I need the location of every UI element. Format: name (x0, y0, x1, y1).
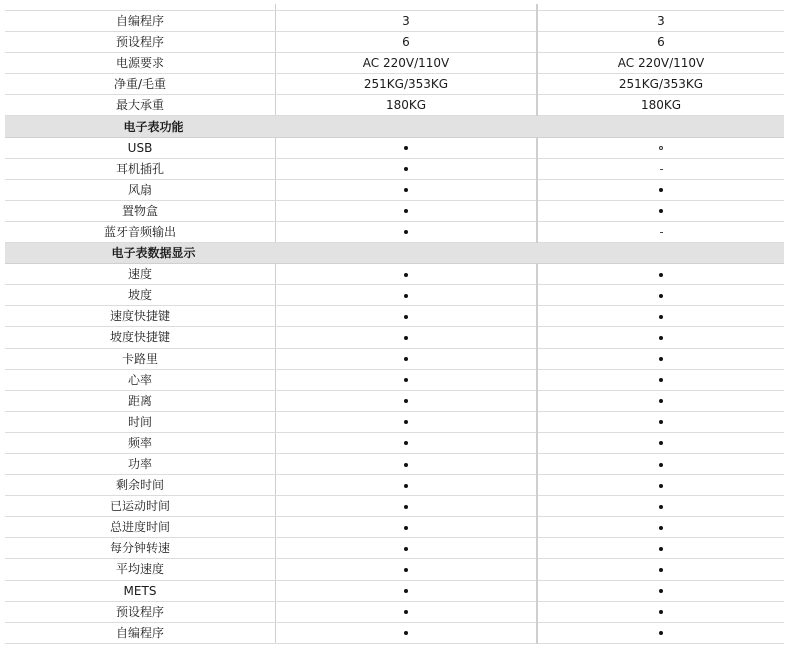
dot-mark (404, 230, 408, 234)
model-b-value-cell (537, 348, 784, 369)
section-title: 电子表数据显示 (111, 246, 196, 261)
dot-mark (404, 420, 408, 424)
table-row (5, 179, 784, 200)
table-row (5, 622, 784, 643)
model-b-value-cell (537, 559, 784, 580)
dot-mark (404, 463, 408, 467)
table-row (5, 221, 784, 242)
dot-mark (404, 441, 408, 445)
model-a-value-cell: 6 (276, 32, 538, 53)
row-label-cell: 总进度时间 (5, 517, 276, 538)
model-b-value-cell (537, 580, 784, 601)
section-header-cell (5, 243, 784, 264)
row-label-cell: 心率 (5, 369, 276, 390)
dot-mark (659, 526, 663, 530)
model-b-value-cell (537, 538, 784, 559)
row-label-cell: 时间 (5, 411, 276, 432)
model-b-value-cell (537, 327, 784, 348)
dot-mark (404, 273, 408, 277)
row-label-cell: USB (5, 137, 276, 158)
model-a-value-cell (276, 538, 538, 559)
dot-mark (659, 463, 663, 467)
row-label-cell: 蓝牙音频输出 (5, 221, 276, 242)
row-label-cell: 坡度快捷键 (5, 327, 276, 348)
model-a-value-cell (276, 327, 538, 348)
table-row (5, 327, 784, 348)
dot-mark (659, 505, 663, 509)
model-a-value-cell (276, 475, 538, 496)
model-a-value-cell (276, 496, 538, 517)
dot-mark (659, 357, 663, 361)
table-row (5, 580, 784, 601)
model-a-value-cell (276, 559, 538, 580)
dot-mark (659, 441, 663, 445)
spec-table (5, 4, 784, 644)
dot-mark (404, 378, 408, 382)
section-title: 电子表功能 (123, 119, 184, 134)
table-row (5, 601, 784, 622)
dot-mark (404, 399, 408, 403)
dot-mark (404, 631, 408, 635)
table-row (5, 496, 784, 517)
row-label-cell: 电源要求 (5, 53, 276, 74)
model-a-value-cell (276, 580, 538, 601)
dot-mark (659, 188, 663, 192)
table-row (5, 432, 784, 453)
row-label-cell: 自编程序 (5, 11, 276, 32)
row-label-cell: 预设程序 (5, 32, 276, 53)
model-a-value-cell (276, 517, 538, 538)
dot-mark (404, 610, 408, 614)
dot-mark (404, 547, 408, 551)
dot-mark (404, 589, 408, 593)
dot-mark (659, 315, 663, 319)
table-row (5, 306, 784, 327)
table-row (5, 200, 784, 221)
model-b-value-cell (537, 390, 784, 411)
model-b-value-cell: AC 220V/110V (537, 53, 784, 74)
dot-mark (404, 484, 408, 488)
model-b-value-cell (537, 158, 784, 179)
row-label-cell: 每分钟转速 (5, 538, 276, 559)
table-row (5, 264, 784, 285)
model-a-value-cell: 251KG/353KG (276, 74, 538, 95)
dash-mark (660, 232, 663, 233)
row-label-cell: 功率 (5, 453, 276, 474)
row-label-cell: 平均速度 (5, 559, 276, 580)
dot-mark (659, 568, 663, 572)
model-b-value-cell (537, 200, 784, 221)
dot-mark (404, 209, 408, 213)
model-b-value-cell (537, 137, 784, 158)
table-row (5, 538, 784, 559)
model-b-value-cell (537, 179, 784, 200)
model-a-value-cell (276, 200, 538, 221)
dot-mark (659, 378, 663, 382)
row-label-cell: 剩余时间 (5, 475, 276, 496)
model-a-value-cell (276, 306, 538, 327)
model-b-value-cell: 251KG/353KG (537, 74, 784, 95)
dot-mark (404, 336, 408, 340)
model-b-value-cell (537, 369, 784, 390)
table-row (5, 411, 784, 432)
table-row (5, 74, 784, 95)
model-a-value-cell (276, 137, 538, 158)
model-a-value-cell (276, 390, 538, 411)
model-a-value-cell (276, 179, 538, 200)
row-label-cell: 净重/毛重 (5, 74, 276, 95)
table-row (5, 53, 784, 74)
dot-mark (659, 420, 663, 424)
model-b-value-cell (537, 285, 784, 306)
model-b-value-cell (537, 411, 784, 432)
dot-mark (404, 505, 408, 509)
dot-mark (659, 484, 663, 488)
section-header (5, 116, 784, 137)
dot-mark (659, 631, 663, 635)
dot-mark (659, 610, 663, 614)
table-row (5, 11, 784, 32)
table-row (5, 137, 784, 158)
section-header (5, 243, 784, 264)
spec-table-body (5, 4, 784, 643)
model-b-value-cell (537, 517, 784, 538)
table-row (5, 390, 784, 411)
row-label-cell: 频率 (5, 432, 276, 453)
model-b-value-cell (537, 475, 784, 496)
section-header-cell (5, 116, 784, 137)
model-b-value-cell (537, 453, 784, 474)
dot-mark (404, 315, 408, 319)
model-a-value-cell (276, 285, 538, 306)
circle-mark (659, 146, 663, 150)
dot-mark (404, 188, 408, 192)
model-b-value-cell (537, 432, 784, 453)
model-a-value-cell (276, 369, 538, 390)
table-row (5, 453, 784, 474)
dot-mark (404, 568, 408, 572)
table-row (5, 285, 784, 306)
model-b-value-cell: 180KG (537, 95, 784, 116)
row-label-cell: 置物盒 (5, 200, 276, 221)
dot-mark (659, 336, 663, 340)
table-row (5, 369, 784, 390)
model-a-value-cell (276, 264, 538, 285)
row-label-cell: 卡路里 (5, 348, 276, 369)
model-b-value-cell (537, 264, 784, 285)
model-a-value-cell (276, 411, 538, 432)
model-b-value-cell: 6 (537, 32, 784, 53)
table-row (5, 32, 784, 53)
row-label-cell: 速度 (5, 264, 276, 285)
model-b-value-cell (537, 306, 784, 327)
row-label-cell: METS (5, 580, 276, 601)
row-label-cell: 已运动时间 (5, 496, 276, 517)
row-label-cell: 速度快捷键 (5, 306, 276, 327)
model-b-value-cell (537, 622, 784, 643)
row-label-cell: 预设程序 (5, 601, 276, 622)
row-label-cell: 距离 (5, 390, 276, 411)
table-row (5, 158, 784, 179)
row-label-cell: 自编程序 (5, 622, 276, 643)
dot-mark (404, 167, 408, 171)
model-a-value-cell: AC 220V/110V (276, 53, 538, 74)
dash-mark (660, 169, 663, 170)
dot-mark (659, 589, 663, 593)
model-a-value-cell (276, 348, 538, 369)
table-row (5, 559, 784, 580)
dot-mark (404, 357, 408, 361)
model-a-value-cell (276, 622, 538, 643)
dot-mark (659, 209, 663, 213)
row-label-cell: 最大承重 (5, 95, 276, 116)
table-row (5, 95, 784, 116)
dot-mark (404, 146, 408, 150)
table-row (5, 517, 784, 538)
model-b-value-cell (537, 601, 784, 622)
row-label-cell: 坡度 (5, 285, 276, 306)
row-label-cell: 风扇 (5, 179, 276, 200)
model-a-value-cell (276, 221, 538, 242)
dot-mark (404, 294, 408, 298)
model-a-value-cell: 180KG (276, 95, 538, 116)
row-label-cell: 耳机插孔 (5, 158, 276, 179)
model-a-value-cell (276, 601, 538, 622)
table-row (5, 475, 784, 496)
dot-mark (659, 547, 663, 551)
dot-mark (659, 294, 663, 298)
dot-mark (659, 399, 663, 403)
model-a-value-cell (276, 158, 538, 179)
model-a-value-cell (276, 432, 538, 453)
dot-mark (404, 526, 408, 530)
table-row (5, 348, 784, 369)
model-a-value-cell (276, 453, 538, 474)
model-b-value-cell: 3 (537, 11, 784, 32)
model-b-value-cell (537, 496, 784, 517)
model-b-value-cell (537, 221, 784, 242)
model-a-value-cell: 3 (276, 11, 538, 32)
dot-mark (659, 273, 663, 277)
